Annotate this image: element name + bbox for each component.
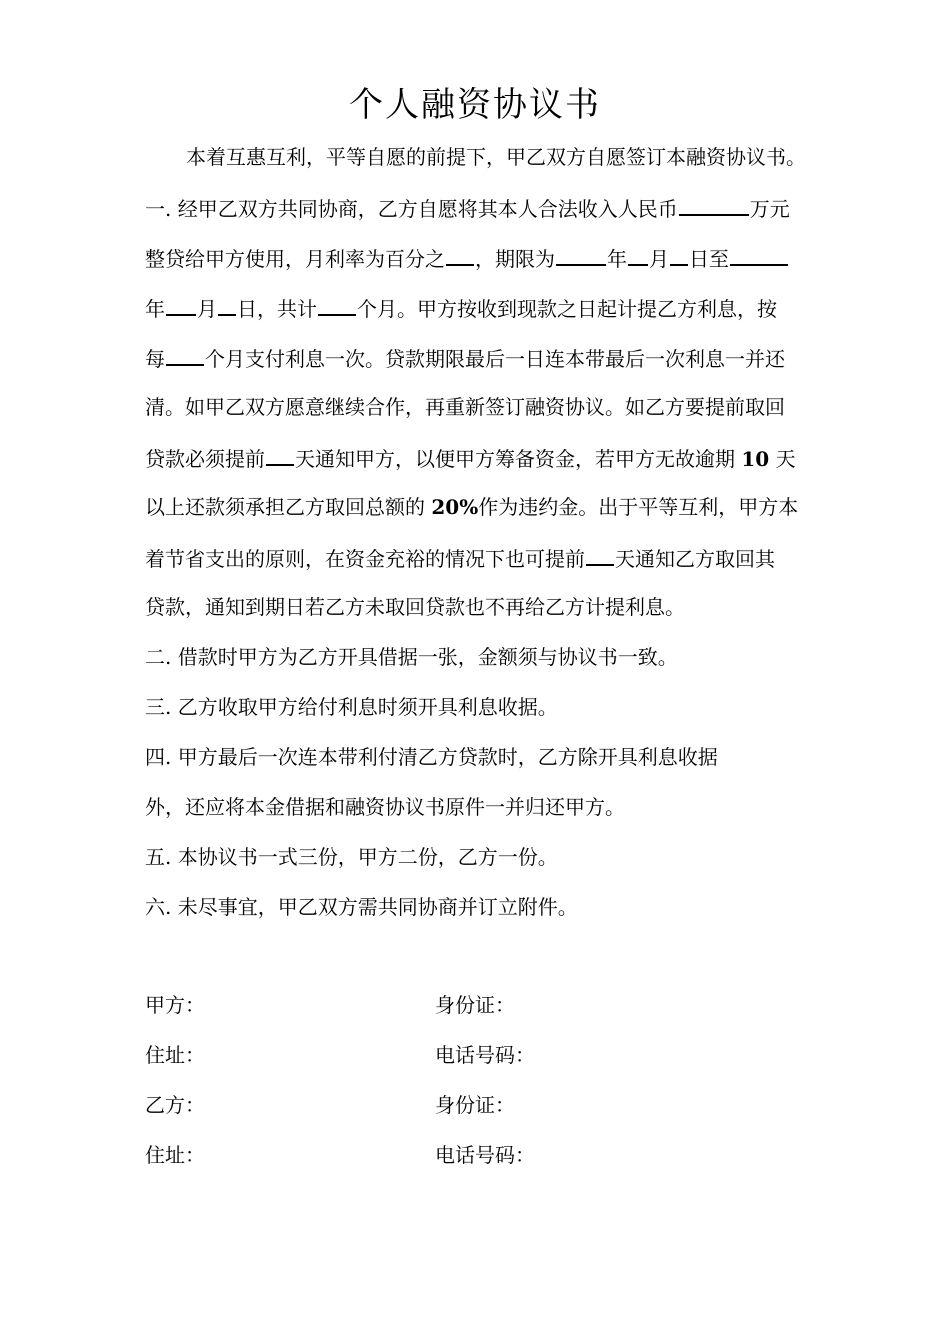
clause-1-line-2: 整贷给甲方使用，月利率为百分之 ，期限为 年 月 日至 (145, 242, 789, 274)
clause-4-line-2: 外，还应将本金借据和融资协议书原件一并归还甲方。 (145, 795, 625, 819)
clause-5: 五. 本协议书一式三份，甲方二份，乙方一份。 (145, 845, 558, 869)
party-b-id-label: 身份证： (435, 1093, 515, 1117)
end-month-blank[interactable] (166, 292, 196, 316)
party-b-phone-label: 电话号码： (435, 1143, 535, 1167)
party-a-label: 甲方： (145, 993, 205, 1017)
clause-1-line-5: 清。如甲乙双方愿意继续合作，再重新签订融资协议。如乙方要提前取回 (145, 395, 785, 419)
end-year-blank[interactable] (730, 242, 788, 266)
clause-2: 二. 借款时甲方为乙方开具借据一张，金额须与协议书一致。 (145, 645, 678, 669)
clause-1-line-6: 贷款必须提前 天通知甲方，以便甲方筹备资金，若甲方无故逾期 10 天 (145, 442, 796, 474)
end-day-blank[interactable] (218, 292, 236, 316)
party-b-label: 乙方： (145, 1093, 205, 1117)
payment-interval-blank[interactable] (166, 342, 204, 366)
party-a-phone-label: 电话号码： (435, 1043, 535, 1067)
notice-days-blank-b[interactable] (586, 542, 614, 566)
party-a-id-label: 身份证： (435, 993, 515, 1017)
document-title: 个人融资协议书 (349, 85, 601, 125)
clause-1-line-3: 年 月 日，共计 个月。甲方按收到现款之日起计提乙方利息，按 (145, 292, 777, 324)
clause-1-line-7: 以上还款须承担乙方取回总额的 20%作为违约金。出于平等互利，甲方本 (145, 495, 799, 519)
party-a-address-label: 住址： (145, 1043, 205, 1067)
total-months-blank[interactable] (318, 292, 356, 316)
clause-1-line-4: 每 个月支付利息一次。贷款期限最后一日连本带最后一次利息一并还 (145, 342, 785, 374)
clause-4-line-1: 四. 甲方最后一次连本带利付清乙方贷款时，乙方除开具利息收据 (145, 745, 718, 769)
clause-1-line-9: 贷款，通知到期日若乙方未取回贷款也不再给乙方计提利息。 (145, 595, 685, 619)
intro-paragraph: 本着互惠互利，平等自愿的前提下，甲乙双方自愿签订本融资协议书。 (186, 145, 806, 169)
clause-6: 六. 未尽事宜，甲乙双方需共同协商并订立附件。 (145, 895, 578, 919)
clause-3: 三. 乙方收取甲方给付利息时须开具利息收据。 (145, 695, 558, 719)
notice-days-blank-a[interactable] (266, 442, 294, 466)
start-month-blank[interactable] (628, 242, 648, 266)
interest-rate-blank[interactable] (446, 242, 474, 266)
start-day-blank[interactable] (670, 242, 688, 266)
party-b-address-label: 住址： (145, 1143, 205, 1167)
clause-1-line-8: 着节省支出的原则，在资金充裕的情况下也可提前 天通知乙方取回其 (145, 542, 775, 574)
clause-1-line-1: 一. 经甲乙双方共同协商，乙方自愿将其本人合法收入人民币 万元 (145, 192, 790, 224)
amount-blank[interactable] (679, 192, 749, 216)
start-year-blank[interactable] (556, 242, 606, 266)
